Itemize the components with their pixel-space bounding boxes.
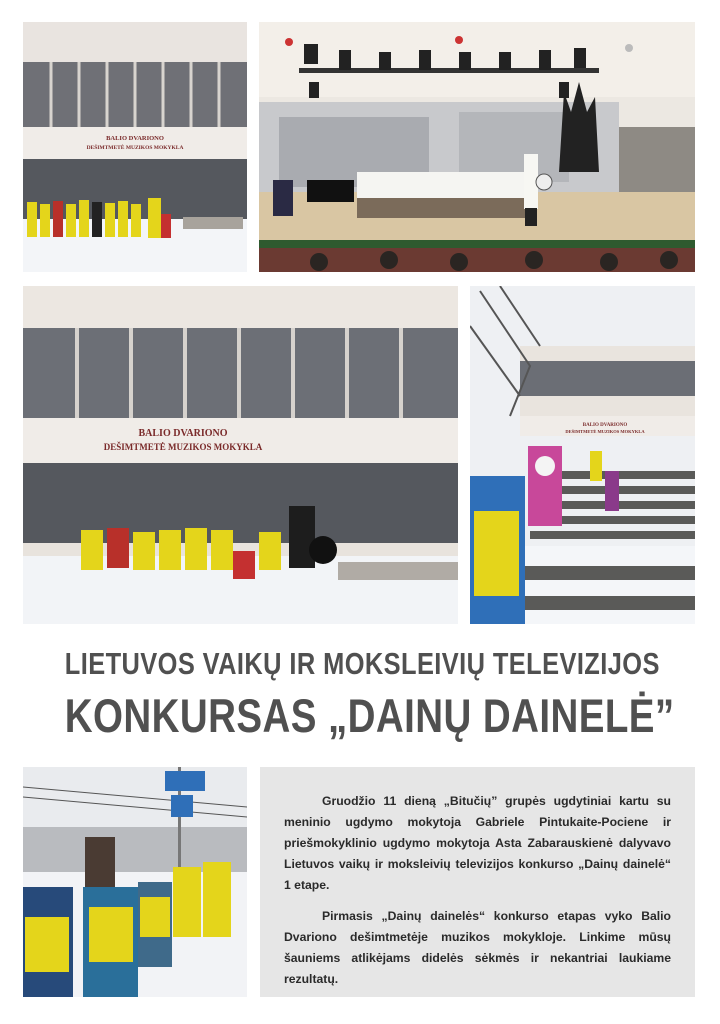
headline-line1: LIETUVOS VAIKŲ IR MOKSLEIVIŲ TELEVIZIJOS	[64, 646, 660, 681]
article-paragraph-2: Pirmasis „Dainų dainelės“ konkurso etapas vyko Balio Dvariono dešimtmetėje muzikos mokykloje. Linkime mūsų šauniems atlikėjams didelės sėkmės ir nekantriai laukiame rezultatų.	[284, 909, 671, 986]
sign-line2: DEŠIMTMETĖ MUZIKOS MOKYKLA	[103, 442, 263, 452]
sign-line2: DEŠIMTMETĖ MUZIKOS MOKYKLA	[565, 429, 645, 434]
article-box	[260, 767, 695, 997]
photo-school-front-large	[23, 286, 458, 624]
photo-school-front-small	[23, 22, 247, 272]
sign-line2: DEŠIMTMETĖ MUZIKOS MOKYKLA	[86, 145, 184, 151]
sign-line1: BALIO DVARIONO	[106, 135, 164, 142]
article-paragraph-1: Gruodžio 11 dieną „Bitučių” grupės ugdytiniai kartu su meninio ugdymo mokytoja Gabriele Pintukaite-Pociene ir priešmokyklinio ugdymo mokytoja Asta Zabarauskienė dalyvavo Lietuvos vaikų ir moksleivių televizijos konkurso „Dainų dainelė“ 1 etape.	[284, 794, 671, 892]
photo-school-steps	[470, 286, 695, 624]
sign-line1: BALIO DVARIONO	[138, 428, 228, 439]
photo-street-walk	[23, 767, 247, 997]
headline-line2: KONKURSAS „DAINŲ DAINELĖ”	[64, 689, 675, 742]
photo-concert-hall	[259, 22, 695, 272]
sign-line1: BALIO DVARIONO	[582, 423, 628, 428]
